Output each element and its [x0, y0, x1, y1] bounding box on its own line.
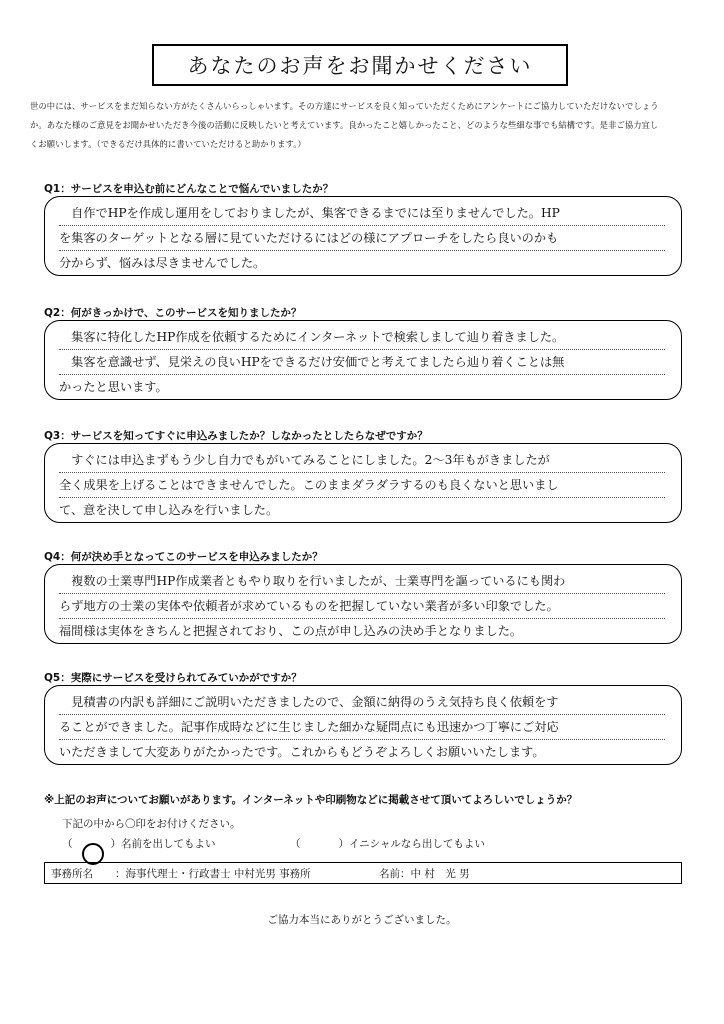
answer-line: 集客を意識せず、見栄えの良いHPをできるだけ安価でと考えてましたら辿り着くことは無	[59, 350, 665, 375]
answer-line: 自作でHPを作成し運用をしておりましたが、集客できるまでには至りませんでした。HP	[59, 201, 665, 226]
intro-line: か。あなた様のご意見をお聞かせいただき今後の活動に反映したいと考えています。良かったこと嬉しかったこと、どのような些細な事でも結構です。是非ご協力宜し	[30, 120, 659, 130]
answer-line: を集客のターゲットとなる層に見ていただけるにはどの様にアプローチをしたら良いのかも	[59, 226, 665, 251]
question-label-q5: Q5：実際にサービスを受けられてみていかがですか？	[44, 672, 302, 684]
answer-line: 複数の士業専門HP作成業者ともやり取りを行いましたが、士業専門を謳っているにも関わ	[59, 569, 665, 594]
intro-text	[30, 97, 694, 154]
answer-box-q3	[44, 443, 682, 523]
answer-line: 福間様は実体をきちんと把握されており、この点が申し込みの決め手となりました。	[59, 624, 523, 638]
answer-line: て、意を決して申し込みを行いました。	[59, 503, 279, 517]
paren-close: ）	[110, 838, 121, 850]
answer-box-q2	[44, 320, 682, 400]
answer-box-q5	[44, 685, 682, 765]
option-initial-ok[interactable]	[290, 836, 485, 851]
question-label-q1: Q1：サービスを申込む前にどんなことで悩んでいましたか？	[44, 183, 334, 195]
option-name-ok[interactable]	[62, 836, 216, 851]
answer-line: 集客に特化したHP作成を依頼するためにインターネットで検索しまして辿り着きました。	[59, 325, 665, 350]
name-label: 名前：	[379, 867, 411, 880]
option-initial-label: イニシャルなら出してもよい	[349, 838, 485, 850]
office-value: ：海事代理士・行政書士 中村光男 事務所	[115, 867, 311, 880]
answer-line: 全く成果を上げることはできませんでした。このままダラダラするのも良くないと思いまし	[59, 473, 665, 498]
name-value: 中 村 光 男	[410, 867, 470, 880]
publication-request: ※上記のお声についてお願いがあります。インターネットや印刷物などに掲載させて頂いてよろしいでしょうか？	[44, 794, 578, 806]
answer-line: いただきまして大変ありがたかったです。これからもどうぞよろしくお願いいたします。	[59, 745, 545, 759]
option-name-label: 名前を出してもよい	[121, 838, 216, 850]
answer-line: 分からず、悩みは尽きませんでした。	[59, 256, 266, 270]
answer-box-q1	[44, 196, 682, 276]
question-label-q4: Q4：何が決め手となってこのサービスを申込みましたか？	[44, 551, 323, 563]
answer-line: ることができました。記事作成時などに生じました細かな疑問点にも迅速かつ丁寧にご対応	[59, 715, 665, 740]
answer-line: かったと思います。	[59, 380, 168, 394]
paren-close: ）	[338, 838, 349, 850]
intro-line: くお願いします。（できるだけ具体的に書いていただけると助かります。）	[30, 139, 306, 149]
office-info-row	[44, 862, 682, 884]
page-title: あなたのお声をお聞かせください	[152, 44, 568, 86]
question-label-q3: Q3：サービスを知ってすぐに申込みましたか？しなかったとしたらなぜですか？	[44, 430, 428, 442]
closing-message: ご協力本当にありがとうございました。	[267, 914, 457, 926]
paren-open: （	[290, 838, 301, 850]
answer-box-q4	[44, 564, 682, 644]
paren-open: （	[62, 838, 73, 850]
circle-instruction: 下記の中から〇印をお付けください。	[62, 818, 241, 830]
answer-line: らず地方の士業の実体や依頼者が求めているものを把握していない業者が多い印象でした。	[59, 594, 665, 619]
intro-line: 世の中には、サービスをまだ知らない方がたくさんいらっしゃいます。その方達にサービスを良く知っていただくためにアンケートにご協力していただけないでしょう	[30, 101, 659, 111]
office-label: 事務所名	[51, 867, 93, 880]
answer-line: 見積書の内訳も詳細にご説明いただきましたので、金額に納得のうえ気持ち良く依頼をす	[59, 690, 665, 715]
question-label-q2: Q2：何がきっかけで、このサービスを知りましたか？	[44, 307, 302, 319]
answer-line: すぐには申込まずもう少し自力でもがいてみることにしました。2～3年もがきましたが	[59, 448, 665, 473]
